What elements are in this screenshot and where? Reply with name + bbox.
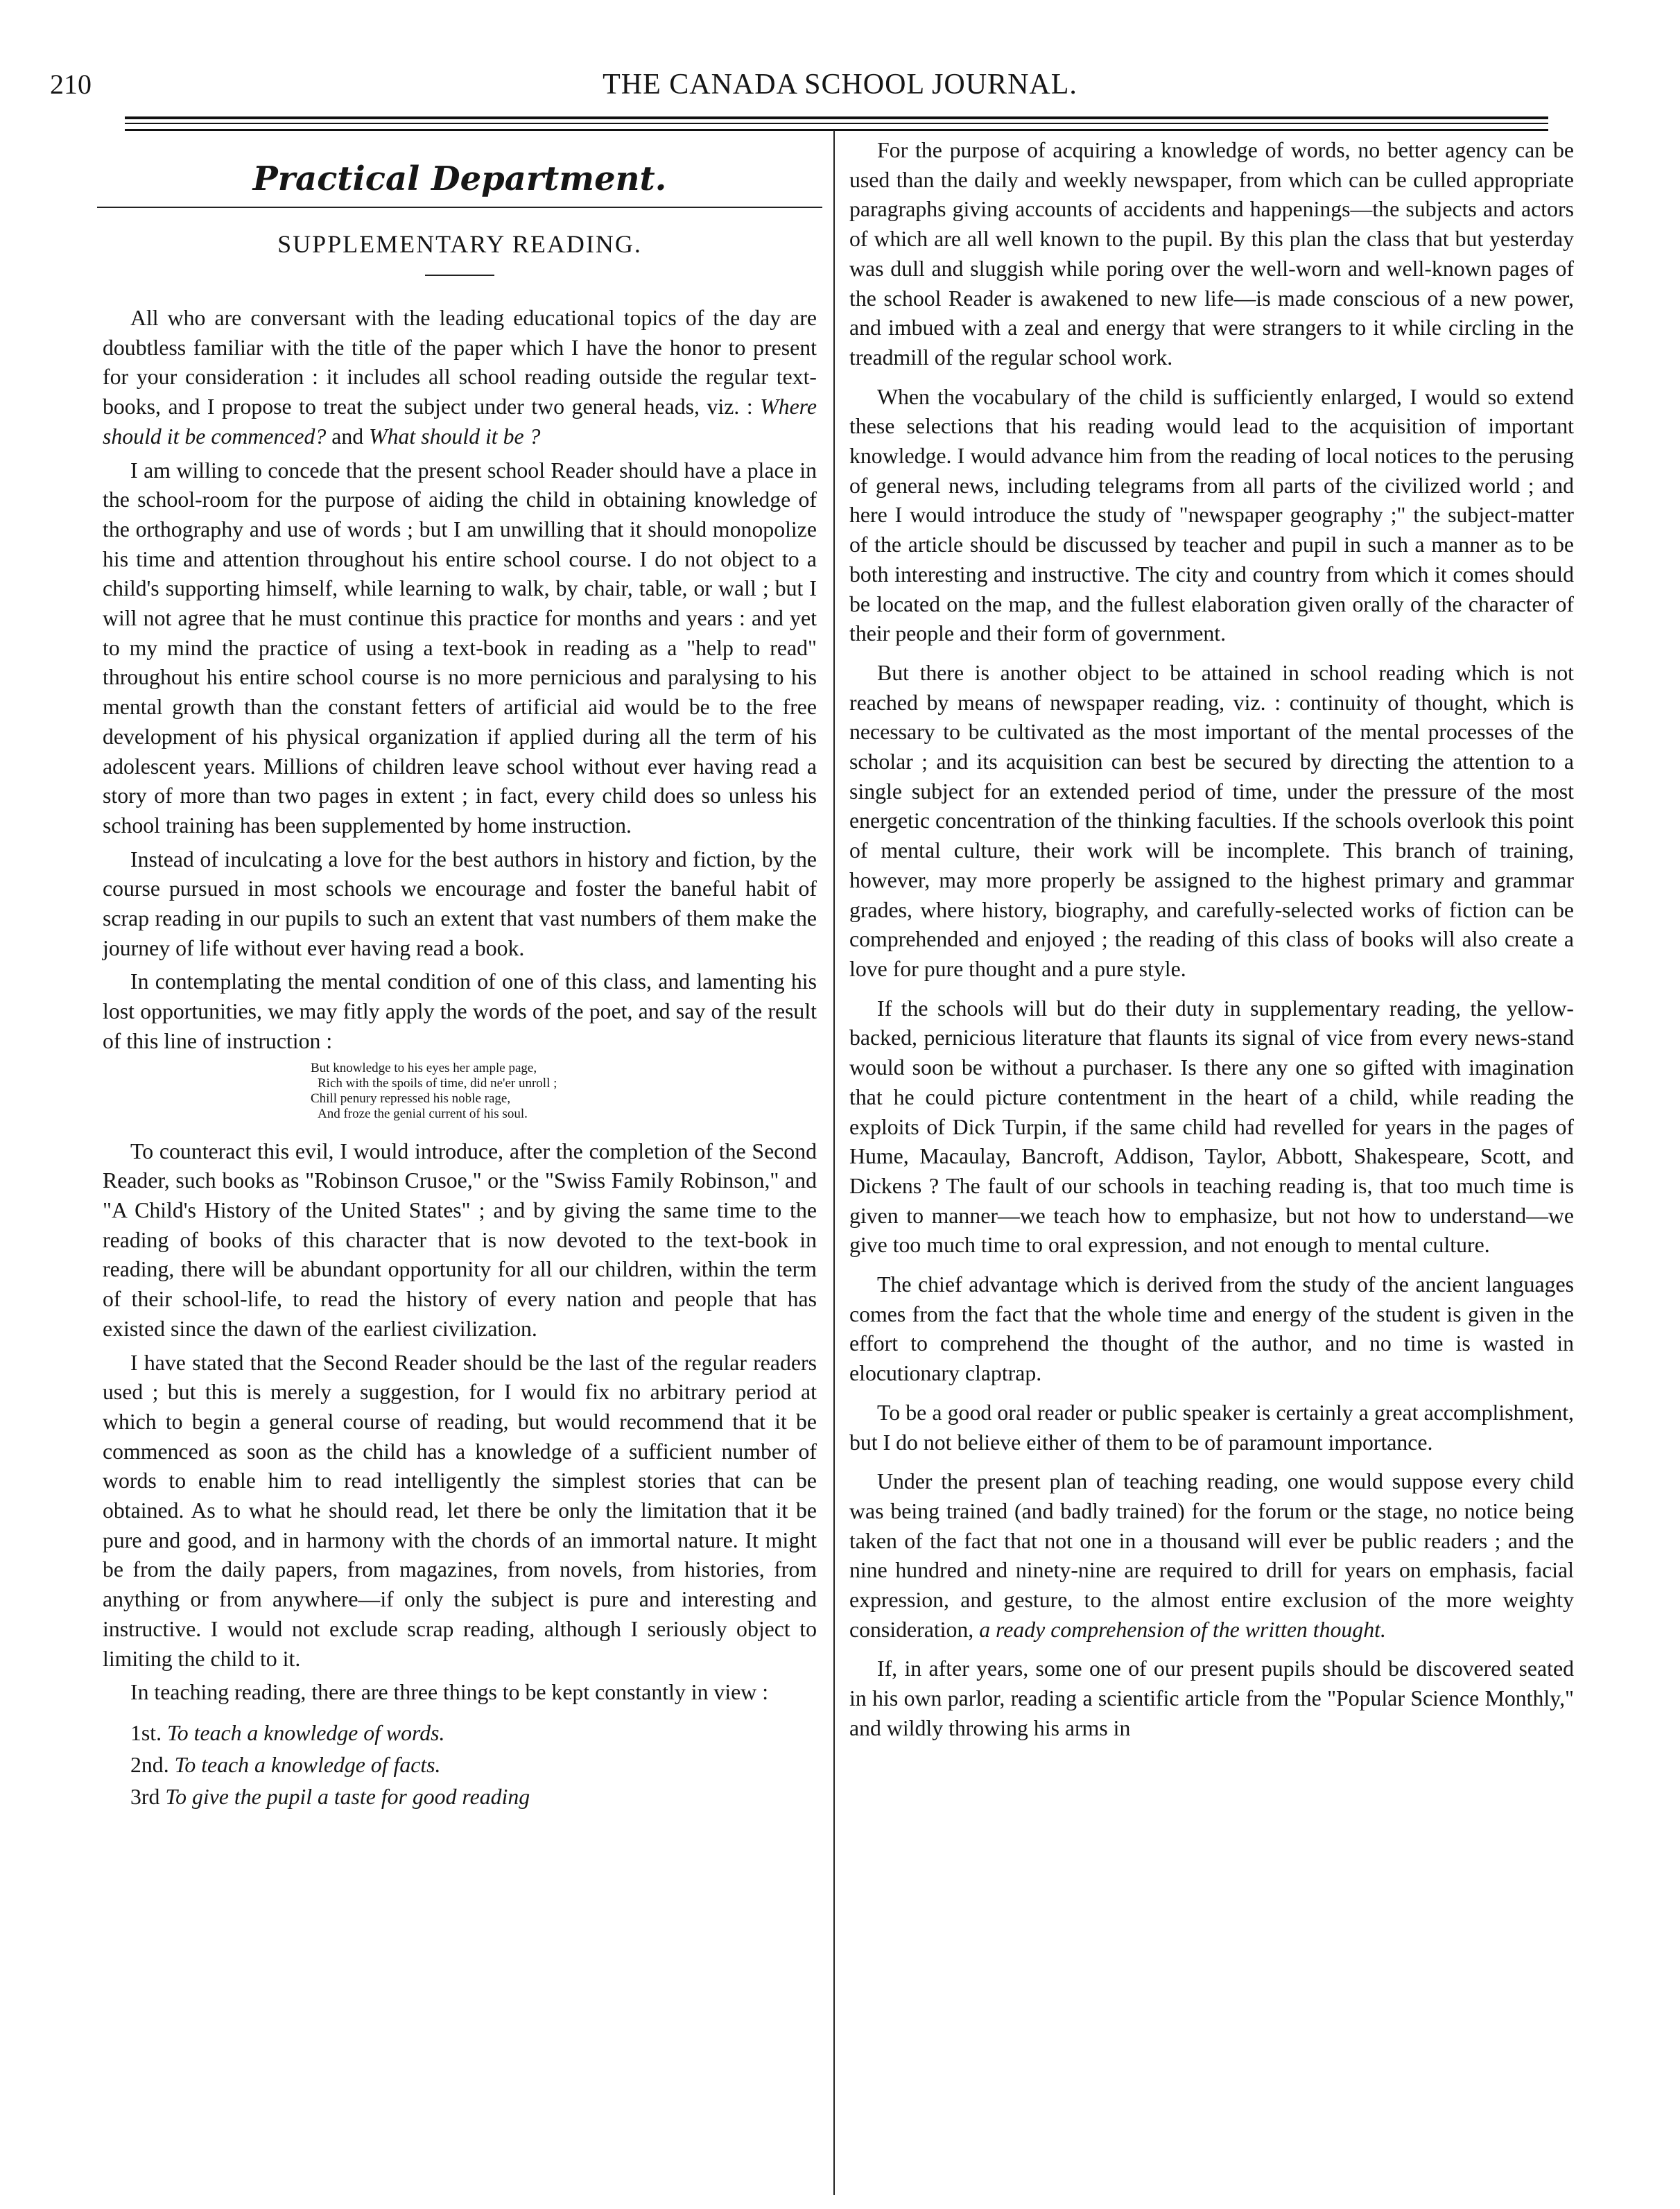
header-rule: [125, 129, 1548, 131]
section-title: SUPPLEMENTARY READING.: [277, 230, 642, 258]
paragraph-text: and: [331, 424, 364, 449]
paragraph: If the schools will but do their duty in supplementary reading, the yellow-backed, pernicious literature that flaunts its signal of vice from every news-stand would soon be without a purchaser. Is there any one so gifted with imagination that he could picture contentment in the heart of a child, while reading the exploits of Dick Turpin, if the same child had revelled for years in the pages of Hume, Macaulay, Bancroft, Addison, Taylor, Abbott, Shakespeare, Scott, and Dickens ? The fault of our schools in teaching reading is, that too much time is given to manner—we teach how to emphasize, but not how to understand—we give too much time to oral expression, and not enough to mental culture.: [849, 996, 1574, 1258]
section-rule: [425, 275, 494, 276]
objectives-list: [103, 1717, 817, 1813]
left-column: [103, 136, 817, 1813]
column-divider: [833, 130, 835, 2195]
paragraph: The chief advantage which is derived from the study of the ancient languages comes from the fact that the whole time and energy of the student is given in the effort to comprehend the thought of the author, and no time is wasted in elocutionary claptrap.: [849, 1272, 1574, 1386]
emphasis-text: Where should it be commenced?: [103, 395, 817, 449]
paragraph: When the vocabulary of the child is sufficiently enlarged, I would so extend these selections that his reading would lead to the acquisition of important knowledge. I would advance him from the reading of local notices to the perusing of general news, including telegrams from all parts of the civilized world ; and here I would introduce the study of "newspaper geography ;" the subject-matter of the article should be discussed by teacher and pupil in such a manner as to be both interesting and instructive. The city and country from which it comes should be located on the map, and the fullest elaboration given orally of the character of their people and their form of government.: [849, 384, 1574, 646]
paragraph: But there is another object to be attained in school reading which is not reached by means of newspaper reading, viz. : continuity of thought, which is necessary to be cultivated as the most important of the mental processes of the scholar ; and its acquisition can best be secured by directing the attention to a single subject for an extended period of time, under the pressure of the most energetic concentration of the thinking faculties. If the schools overlook this point of mental culture, their work will be incomplete. This branch of training, however, may more properly be assigned to the highest primary and grammar grades, where history, biography, and carefully-selected works of fiction can be comprehended and enjoyed ; the reading of this class of books will also create a love for pure thought and a pure style.: [849, 660, 1574, 981]
journal-title: THE CANADA SCHOOL JOURNAL.: [603, 69, 1077, 101]
poem-line: And froze the genial current of his soul.: [318, 1106, 528, 1121]
emphasis-text: a ready comprehension of the written thought.: [979, 1617, 1386, 1642]
paragraph: If, in after years, some one of our present pupils should be discovered seated in his own parlor, reading a scientific article from the "Popular Science Monthly," and wildly throwing his arms in: [849, 1656, 1574, 1740]
paragraph: I am willing to concede that the present school Reader should have a place in the school-room for the purpose of aiding the child in obtaining knowledge of the orthography and use of words ; but I am unwilling that it should monopolize his time and attention throughout his entire school course. I do not object to a child's supporting himself, while learning to walk, by chair, table, or wall ; but I will not agree that he must continue this practice for months and years : and yet to my mind the practice of using a text-book in reading as a "help to read" throughout his entire school course is no more pernicious and paralysing to his mental growth than the constant fetters of artificial aid would be to the free development of his physical organization if applied during all the term of his adolescent years. Millions of children leave school without ever having read a story of more than two pages in extent ; in fact, every child does so unless his school training has been supplemented by home instruction.: [103, 458, 817, 838]
list-item: [103, 1717, 817, 1749]
list-item: [103, 1749, 817, 1781]
header-rule: [125, 123, 1548, 124]
paragraph-text: Under the present plan of teaching reading, one would suppose every child was being trained (and badly trained) for the forum or the stage, no notice being taken of the fact that not one in a thousand will ever be public readers ; and the nine hundred and ninety-nine are required to drill for years on emphasis, facial expression, and gesture, to the almost entire exclusion of the more weighty consideration,: [849, 1469, 1574, 1642]
department-rule: [97, 207, 822, 208]
paragraph: [849, 1467, 1574, 1645]
poem-line: Chill penury repressed his noble rage,: [311, 1091, 511, 1106]
paragraph: Instead of inculcating a love for the best authors in history and fiction, by the course pursued in most schools we encourage and foster the baneful habit of scrap reading in our pupils to such an extent that vast numbers of them make the journey of life without ever having read a book.: [103, 847, 817, 960]
paragraph: In teaching reading, there are three things to be kept constantly in view :: [130, 1680, 769, 1705]
list-text: To teach a knowledge of words.: [167, 1720, 445, 1745]
poem-quote: [103, 1061, 817, 1122]
list-text: To teach a knowledge of facts.: [174, 1752, 441, 1777]
list-number: 2nd.: [130, 1752, 169, 1777]
list-text: To give the pupil a taste for good reading: [165, 1784, 530, 1809]
page-number: 210: [50, 69, 92, 100]
list-number: 3rd: [130, 1784, 160, 1809]
paragraph: To be a good oral reader or public speaker is certainly a great accomplishment, but I do not believe either of them to be of paramount importance.: [849, 1400, 1574, 1455]
paragraph: For the purpose of acquiring a knowledge of words, no better agency can be used than the daily and weekly newspaper, from which can be culled appropriate paragraphs giving accounts of accidents and happenings—the subjects and actors of which are all well known to the pupil. By this plan the class that but yesterday was dull and sluggish while poring over the well-worn and well-known pages of the school Reader is awakened to new life—is made conscious of a new power, and imbued with a zeal and energy that were strangers to it while circling in the treadmill of the regular school work.: [849, 138, 1574, 370]
right-column: [849, 136, 1574, 1753]
list-number: 1st.: [130, 1720, 162, 1745]
poem-line: Rich with the spoils of time, did ne'er unroll ;: [318, 1075, 557, 1091]
paragraph: I have stated that the Second Reader should be the last of the regular readers used ; but this is merely a suggestion, for I would fix no arbitrary period at which to begin a general course of reading, but would recommend that it be commenced as soon as the child has a knowledge of a sufficient number of words to enable him to read intelligently the simplest stories that can be obtained. As to what he should read, let there be only the limitation that it be pure and good, and in harmony with the chords of an immortal nature. It might be from the daily papers, from magazines, from novels, from histories, from anything or from anywhere—if only the subject is pure and interesting and instructive. I would not exclude scrap reading, although I seriously object to limiting the child to it.: [103, 1350, 817, 1671]
poem-line: But knowledge to his eyes her ample page,: [311, 1060, 537, 1075]
paragraph: [103, 304, 817, 452]
emphasis-text: What should it be ?: [369, 424, 541, 449]
paragraph: To counteract this evil, I would introduce, after the completion of the Second Reader, such books as "Robinson Crusoe," or the "Swiss Family Robinson," and "A Child's History of the United States" ; and by giving the same time to the reading of books of this character that is now devoted to the text-book in reading, there will be abundant opportunity for all our children, within the term of their school-life, to read the history of every nation and people that has existed since the dawn of the earliest civilization.: [103, 1138, 817, 1341]
department-title: Practical Department.: [252, 159, 667, 198]
header-rule: [125, 116, 1548, 119]
paragraph: In contemplating the mental condition of one of this class, and lamenting his lost opportunities, we may fitly apply the words of the poet, and say of the result of this line of instruction :: [103, 969, 817, 1053]
paragraph-text: All who are conversant with the leading educational topics of the day are doubtless familiar with the title of the paper which I have the honor to present for your consideration : it includes all school reading outside the regular text-books, and I propose to treat the subject under two general heads, viz. :: [103, 306, 817, 419]
list-item: [103, 1781, 817, 1813]
